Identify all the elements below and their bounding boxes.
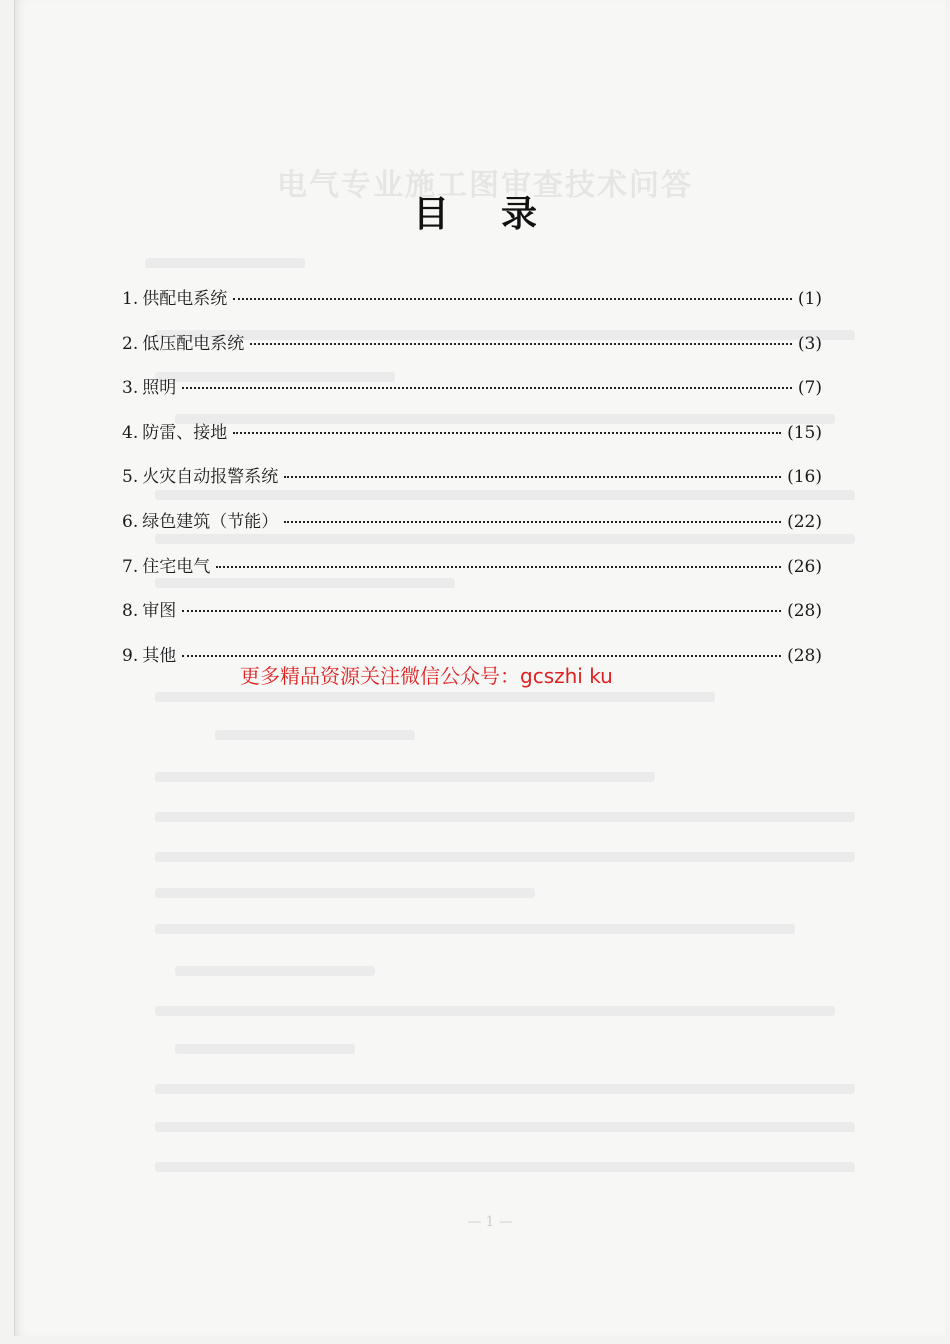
toc-entry-page: (15) bbox=[787, 422, 822, 443]
toc-entry-label: 低压配电系统 bbox=[142, 333, 245, 354]
toc-entry[interactable] bbox=[122, 462, 822, 507]
toc-dot-leader bbox=[284, 476, 781, 478]
toc-entry-number: 6. bbox=[122, 511, 139, 532]
toc-entry-page: (3) bbox=[797, 333, 822, 354]
bleed-through-line bbox=[155, 1084, 855, 1094]
toc-dot-leader bbox=[233, 298, 792, 300]
toc-dot-leader bbox=[182, 610, 781, 612]
toc-entry-page: (28) bbox=[787, 645, 822, 666]
toc-entry-page: (26) bbox=[787, 556, 822, 577]
toc-entry[interactable] bbox=[122, 373, 822, 418]
bleed-through-line bbox=[155, 1122, 855, 1132]
toc-dot-leader bbox=[216, 566, 781, 568]
toc-entry[interactable] bbox=[122, 552, 822, 597]
toc-entry-number: 1. bbox=[122, 289, 139, 309]
toc-entry-label: 住宅电气 bbox=[142, 556, 211, 577]
bleed-through-line bbox=[155, 1162, 855, 1172]
bleed-through-line bbox=[175, 1044, 355, 1054]
toc-entry-number: 4. bbox=[122, 422, 139, 443]
bleed-through-title: 电气专业施工图审查技术问答 bbox=[277, 168, 693, 203]
bleed-through-line bbox=[155, 924, 795, 934]
toc-entry-page: (1) bbox=[797, 289, 822, 309]
toc-entry-label: 火灾自动报警系统 bbox=[142, 467, 279, 488]
bleed-through-line bbox=[145, 258, 305, 268]
bleed-through-line bbox=[155, 812, 855, 822]
toc-dot-leader bbox=[182, 387, 792, 389]
toc-entry-page: (7) bbox=[797, 378, 822, 399]
toc-entry-label: 绿色建筑（节能） bbox=[142, 511, 279, 532]
toc-entry[interactable] bbox=[122, 596, 822, 641]
toc-entry-label: 供配电系统 bbox=[142, 289, 228, 309]
page-number: — 1 — bbox=[467, 1214, 513, 1230]
toc-entry[interactable] bbox=[122, 329, 822, 374]
toc-dot-leader bbox=[182, 655, 781, 657]
toc-entry[interactable] bbox=[122, 507, 822, 552]
toc-entry-number: 5. bbox=[122, 467, 139, 488]
toc-entry-number: 2. bbox=[122, 333, 139, 354]
toc-entry-label: 其他 bbox=[142, 645, 177, 666]
bleed-through-line bbox=[155, 772, 655, 782]
toc-entry-label: 照明 bbox=[142, 378, 177, 399]
bleed-through-line bbox=[155, 1006, 835, 1016]
toc-entry[interactable] bbox=[122, 418, 822, 463]
toc-title: 目录 bbox=[412, 193, 589, 235]
toc-entry-page: (16) bbox=[787, 467, 822, 488]
toc-entry[interactable] bbox=[122, 284, 822, 329]
toc-entry-page: (22) bbox=[787, 511, 822, 532]
toc-entry-number: 8. bbox=[122, 601, 139, 622]
toc-dot-leader bbox=[250, 343, 792, 345]
promo-watermark-text: 更多精品资源关注微信公众号：gcszhi ku bbox=[240, 664, 613, 688]
toc-entry-number: 3. bbox=[122, 378, 139, 399]
toc-entry-label: 审图 bbox=[142, 601, 177, 622]
toc-dot-leader bbox=[233, 432, 781, 434]
bleed-through-line bbox=[175, 966, 375, 976]
table-of-contents bbox=[122, 284, 822, 685]
bleed-through-line bbox=[155, 888, 535, 898]
toc-entry-number: 9. bbox=[122, 645, 139, 666]
toc-entry-page: (28) bbox=[787, 601, 822, 622]
bleed-through-line bbox=[155, 692, 715, 702]
toc-dot-leader bbox=[284, 521, 781, 523]
bleed-through-line bbox=[155, 852, 855, 862]
toc-entry-label: 防雷、接地 bbox=[142, 422, 228, 443]
toc-entry-number: 7. bbox=[122, 556, 139, 577]
bleed-through-line bbox=[215, 730, 415, 740]
